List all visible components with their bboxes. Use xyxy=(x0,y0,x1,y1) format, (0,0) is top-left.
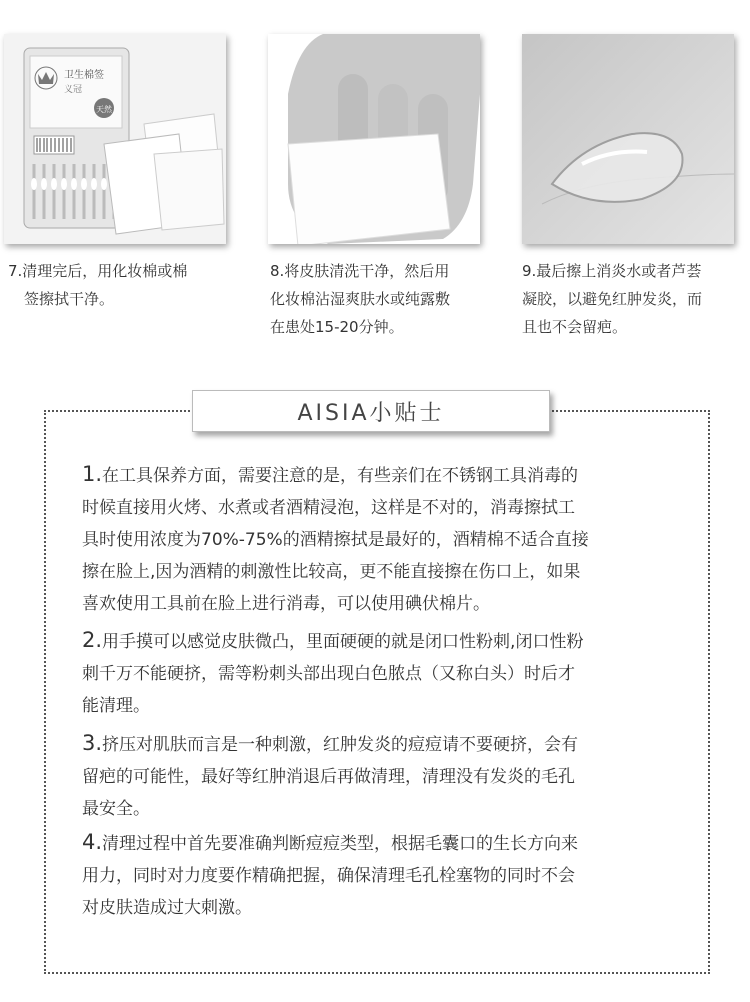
tip-number: 3. xyxy=(82,731,103,755)
tip-text: 在工具保养方面，需要注意的是，有些亲们在不锈钢工具消毒的 xyxy=(102,466,579,486)
tip-line xyxy=(82,727,682,761)
package-title: 卫生棉签 xyxy=(64,70,104,81)
tip-line xyxy=(82,458,682,492)
tip-number: 1. xyxy=(82,462,103,486)
caption-line: 且也不会留疤。 xyxy=(522,318,628,336)
caption-line: 7.清理完后，用化妆棉或棉 xyxy=(8,262,188,280)
package-badge: 天然 xyxy=(96,105,112,114)
tip-line: 喜欢使用工具前在脸上进行消毒，可以使用碘伏棉片。 xyxy=(82,594,490,614)
tip-item-2 xyxy=(82,624,682,722)
caption-line: 9.最后擦上消炎水或者芦荟 xyxy=(522,262,702,280)
tip-number: 4. xyxy=(82,830,103,854)
caption-line: 凝胶，以避免红肿发炎，而 xyxy=(522,290,703,308)
tip-number: 2. xyxy=(82,628,103,652)
tip-item-3 xyxy=(82,727,682,825)
caption-line: 签擦拭干净。 xyxy=(24,290,115,308)
caption-line: 8.将皮肤清洗干净，然后用 xyxy=(270,262,450,280)
tip-line xyxy=(82,826,682,860)
step-8-caption xyxy=(270,257,450,341)
caption-line: 化妆棉沾湿爽肤水或纯露敷 xyxy=(270,290,451,308)
tip-line: 留疤的可能性，最好等红肿消退后再做清理，清理没有发炎的毛孔 xyxy=(82,767,575,787)
caption-line: 在患处15-20分钟。 xyxy=(270,318,404,336)
tip-item-4 xyxy=(82,826,682,924)
tip-item-1 xyxy=(82,458,682,620)
tip-line: 对皮肤造成过大刺激。 xyxy=(82,898,252,918)
tip-line xyxy=(82,624,682,658)
tip-text: 清理过程中首先要准确判断痘痘类型，根据毛囊口的生长方向来 xyxy=(102,834,579,854)
tip-line: 时候直接用火烤、水煮或者酒精浸泡，这样是不对的，消毒擦拭工 xyxy=(82,498,575,518)
tip-line: 擦在脸上,因为酒精的刺激性比较高，更不能直接擦在伤口上，如果 xyxy=(82,562,581,582)
hand-with-cotton-pad-photo xyxy=(268,34,480,244)
tip-line: 具时使用浓度为70%-75%的酒精擦拭是最好的，酒精棉不适合直接 xyxy=(82,530,589,550)
tip-line: 刺千万不能硬挤，需等粉刺头部出现白色脓点（又称白头）时后才 xyxy=(82,664,575,684)
gel-illustration xyxy=(522,34,734,244)
tip-line: 最安全。 xyxy=(82,799,150,819)
step-9-caption xyxy=(522,257,702,341)
gel-on-skin-photo xyxy=(522,34,734,244)
tip-line: 用力，同时对力度要作精确把握，确保清理毛孔栓塞物的同时不会 xyxy=(82,866,575,886)
cotton-pads-and-swabs-photo xyxy=(4,34,226,244)
step-7-caption xyxy=(8,257,187,313)
cotton-swab-package-illustration xyxy=(4,34,226,244)
tip-text: 用手摸可以感觉皮肤微凸，里面硬硬的就是闭口性粉刺,闭口性粉 xyxy=(102,632,584,652)
tip-line: 能清理。 xyxy=(82,696,150,716)
tip-text: 挤压对肌肤而言是一种刺激，红肿发炎的痘痘请不要硬挤，会有 xyxy=(102,735,579,755)
hand-illustration xyxy=(268,34,480,244)
tips-title: AISIA小贴士 xyxy=(192,390,550,432)
package-brand: 义冠 xyxy=(64,85,83,95)
